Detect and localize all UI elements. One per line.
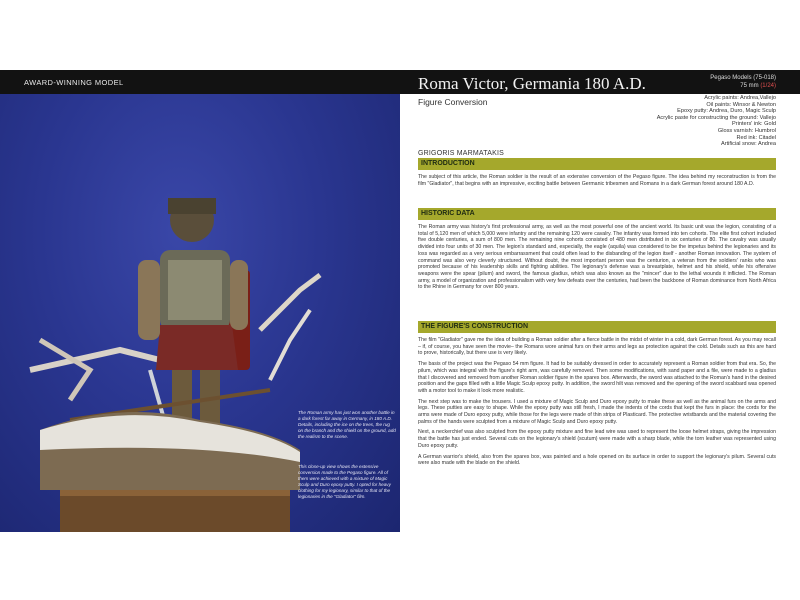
- article-subtitle: Figure Conversion: [418, 97, 488, 107]
- paragraph: The film "Gladiator" gave me the idea of building a Roman soldier after a fierce battle in the midst of winter in a cold, dark German forest. As you may recall – if, of course, you have seen the movie– the Romans wore animal furs on their arms and legs as protection against the cold. Details such as this are hard to prove, historically, but there use is very likely.: [418, 337, 776, 357]
- section-introduction: [418, 158, 776, 187]
- paragraph: The subject of this article, the Roman soldier is the result of an extensive conversion of the Pegaso figure. The idea behind my reconstruction is from the film "Gladiator", that begins with an impressive, exciting battle between Germanic tribesmen and Romans in a dark German forest around 180 A.D.: [418, 174, 776, 187]
- paragraph: A German warrior's shield, also from the spares box, was painted and a hole opened on its surface in order to support the legionary's pilum. Several cuts were also made with the blade on the shield.: [418, 453, 776, 467]
- figure-photo: [0, 70, 400, 532]
- scale-ratio: (1/24): [760, 83, 776, 89]
- award-label: AWARD-WINNING MODEL: [24, 78, 124, 87]
- section-historic-data: [418, 208, 776, 291]
- header-bar: [0, 70, 800, 94]
- material-line: Oil paints: Winsor & Newton: [706, 101, 776, 108]
- section-body: [418, 224, 776, 291]
- section-body: [418, 337, 776, 467]
- photo-caption-1: The Roman army has just won another battle in a dark forest far away in Germany, in 180 A.D. Details, including the ice on the trees, the rug on the branch and the shield on the ground, add the realism to the scene.: [298, 410, 396, 439]
- paragraph: Next, a neckerchief was also sculpted from the epoxy putty mixture and fine lead wire was used to represent the loose helmet straps, giving the impression that the battle has just ended. Several cuts on the legionary's shield (scutum) were made with a sharp blade, while the torn leather was represented using Duro epoxy putty.: [418, 429, 776, 449]
- scale-value: 75 mm: [740, 83, 759, 89]
- photo-caption-2: This close-up view shows the extensive conversion made to the Pegaso figure. All of them were achieved with a mixture of Magic Sculp and Duro epoxy putty. I opted for heavy clothing for my legionary, similar to that of the legionaries in the "Gladiator" film.: [298, 464, 391, 499]
- roman-figure-illustration: [0, 70, 400, 532]
- paragraph: The basis of the project was the Pegaso 54 mm figure. It had to be suitably dressed in order to accurately represent a Roman soldier from that era. So, the pilum, which was integral with the figure's right arm, was carefully removed. Then some modifications, with sand paper and a file, were made to a gladius that I discovered and removed from another Roman soldier figure in the spares box. Afterwards, the sword was attached to the Roman's hand in the desired position and the gaps filled with a little Magic Sculp epoxy putty. In addition, the sword hilt was removed and the opening of the sword scabbard was opened with a motor tool to make it look more realistic.: [418, 361, 776, 394]
- paragraph: The Roman army was history's first professional army, as well as the most powerful one of the ancient world. Its basic unit was the legion, consisting of a total of 5,120 men of which 5,000 were infantry and the remaining 120 were cavalry. The infantry was formed into ten cohorts. The elite first cohort included five double centuries, a sum of 800 men. The remaining nine cohorts consisted of 480 men distributed in six centuries of 80. The cavalry was usually divided into four units of 30 men. The legion's standard and, especially, the eagle (aquila) was considered to be the impetus behind the legionaries and its loss was regarded as a very serious embarrassment that could often lead to the disbanding of the legion itself - another Roman innovation. The system of command was also very cleverly structured. Without doubt, the most important person was the centurion, a veteran from the soldiers' ranks who was promoted because of his leadership skills and fighting abilities. The legionary's defense was a breastplate, helmet and his shield, while his offensive weapons were the spear (pilum) and sword, the famous gladius, which was also known as the "mincer" due to the lethal wounds it inflicted. The Roman army, a model of organization and professionalism with very few defeats over the centuries, had been the backbone of Roman dominance from North Africa to the Rhine in Germany for over 800 years.: [418, 224, 776, 291]
- publisher-info: [710, 74, 776, 90]
- paragraph: The next step was to make the trousers. I used a mixture of Magic Sculp and Duro epoxy putty to make these as well as the animal furs on the arms and legs. These putties are easy to shape. While the epoxy putty was still fresh, I made the indents of the cords that kept the furs in place: the cords for the arms were made of Duro epoxy putty, while those for the legs were made of thin strips of Plasticard. The protective wristbands and the material covering the palms of the hands were sculpted from a mixture of Magic Sculp and Duro epoxy putty.: [418, 398, 776, 425]
- material-line: Epoxy putty: Andrea, Duro, Magic Sculp: [677, 108, 776, 115]
- publisher-name: Pegaso Models (75-018): [710, 75, 776, 81]
- material-line: Acrylic paste for constructing the ground: Vallejo: [656, 114, 776, 121]
- section-body: [418, 174, 776, 187]
- material-line: Printers' ink: Gold: [732, 121, 776, 128]
- material-line: Acrylic paints: Andrea,Vallejo: [704, 95, 776, 101]
- author-name: GRIGORIS MARMATAKIS: [418, 150, 504, 157]
- section-heading: THE FIGURE'S CONSTRUCTION: [418, 321, 776, 333]
- material-line: Red ink: Citadel: [736, 134, 776, 141]
- materials-list: [657, 95, 776, 148]
- material-line: Gloss varnish: Humbrol: [717, 127, 776, 134]
- scale-line: [710, 82, 776, 90]
- section-heading: HISTORIC DATA: [418, 208, 776, 220]
- article-title: Roma Victor, Germania 180 A.D.: [418, 74, 646, 93]
- section-figure-construction: [418, 321, 776, 467]
- section-heading: INTRODUCTION: [418, 158, 776, 170]
- magazine-spread: [0, 70, 800, 532]
- material-line: Artificial snow: Andrea: [720, 141, 776, 148]
